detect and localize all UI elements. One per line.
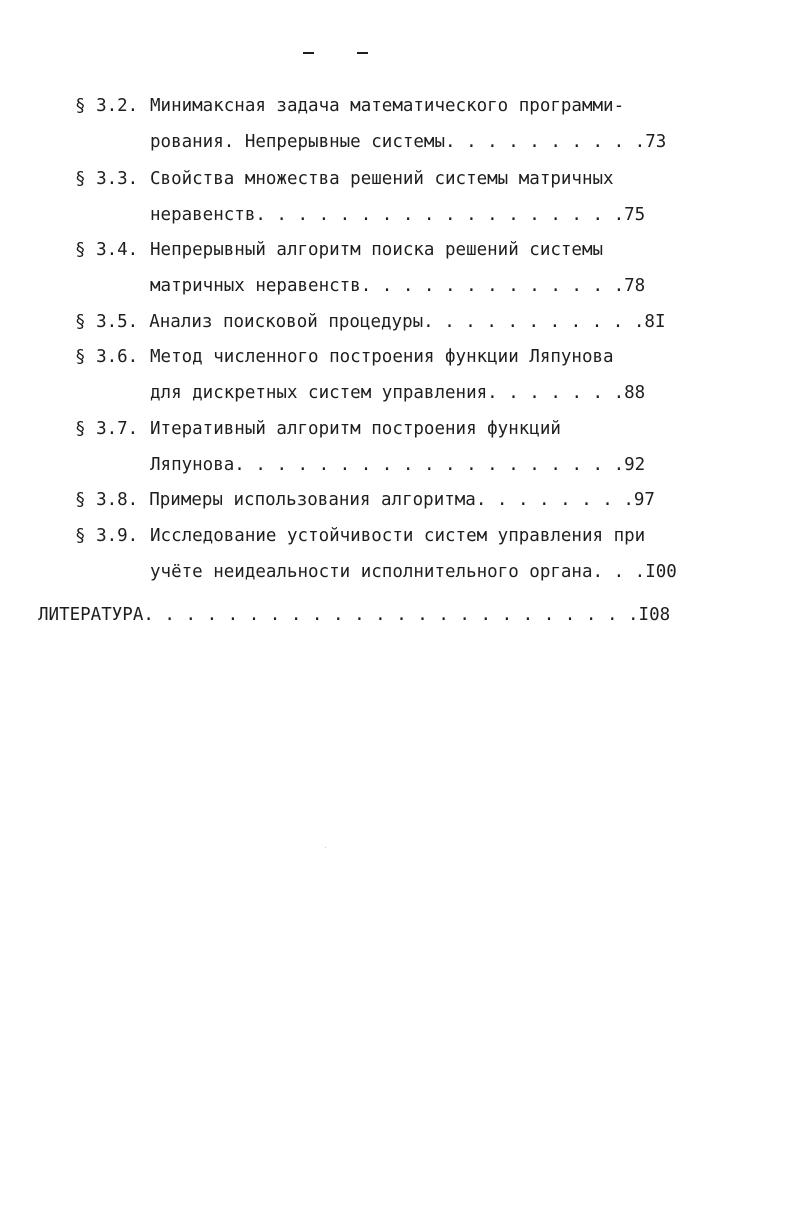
toc-references-label: ЛИТЕРАТУРА bbox=[38, 605, 144, 625]
toc-section-number: § 3.4. bbox=[75, 240, 139, 260]
header-dash-right bbox=[357, 52, 368, 54]
toc-page-number: 75 bbox=[624, 205, 646, 225]
toc-dot-leader: . . . . . . . . . . . . . bbox=[360, 276, 625, 296]
toc-entry-3-3-line2 bbox=[150, 200, 798, 230]
toc-entry-title-cont: матричных неравенств bbox=[150, 276, 361, 296]
toc-section-number: § 3.5. bbox=[75, 312, 139, 332]
toc-entry-title: Итеративный алгоритм построения функций bbox=[150, 419, 561, 439]
toc-entry-references bbox=[38, 600, 798, 630]
toc-section-number: § 3.8. bbox=[75, 490, 139, 510]
toc-section-number: § 3.3. bbox=[75, 169, 139, 189]
toc-dot-leader: . . . . . . . . . . . . . . . . . . bbox=[255, 205, 625, 225]
toc-entry-title-cont: для дискретных систем управления bbox=[150, 383, 488, 403]
toc-dot-leader: . . . . . . . . . . . . . . . . . . . . . . . . bbox=[143, 605, 639, 625]
toc-page-number: I08 bbox=[638, 605, 671, 625]
toc-dot-leader: . . . . . . . . bbox=[475, 490, 634, 510]
toc-entry-3-7-line2 bbox=[150, 450, 798, 480]
toc-dot-leader: . . . bbox=[592, 562, 646, 582]
toc-entry-3-8 bbox=[75, 485, 798, 515]
toc-page-number: 78 bbox=[624, 276, 646, 296]
toc-section-number: § 3.9. bbox=[75, 526, 139, 546]
toc-entry-title-cont: рования. Непрерывные системы bbox=[150, 132, 446, 152]
toc-page-number: 92 bbox=[624, 455, 646, 475]
toc-entry-3-4-line2 bbox=[150, 271, 798, 301]
toc-entry-title: Свойства множества решений системы матричных bbox=[150, 169, 614, 189]
toc-entry-title-cont: учёте неидеальности исполнительного органа bbox=[150, 562, 593, 582]
toc-section-number: § 3.7. bbox=[75, 419, 139, 439]
toc-dot-leader: . . . . . . . . . . . . . . . . . . . bbox=[234, 455, 625, 475]
toc-section-number: § 3.6. bbox=[75, 347, 139, 367]
toc-page-number: 97 bbox=[633, 490, 655, 510]
toc-entry-3-2-line2 bbox=[150, 127, 798, 157]
toc-entry-title-cont: неравенств bbox=[150, 205, 256, 225]
toc-section-number: § 3.2. bbox=[75, 96, 139, 116]
toc-entry-3-9-line2 bbox=[150, 557, 798, 587]
toc-page-number: 88 bbox=[624, 383, 646, 403]
toc-entry-title: Минимаксная задача математического программи- bbox=[150, 96, 625, 116]
toc-entry-title: Непрерывный алгоритм поиска решений системы bbox=[150, 240, 604, 260]
toc-dot-leader: . . . . . . . bbox=[487, 383, 625, 403]
toc-entry-title: Исследование устойчивости систем управления при bbox=[150, 526, 646, 546]
toc-entry-title: Метод численного построения функции Ляпунова bbox=[150, 347, 614, 367]
toc-entry-title: Анализ поисковой процедуры bbox=[149, 312, 424, 332]
toc-page-number: 73 bbox=[645, 132, 667, 152]
toc-entry-3-5 bbox=[75, 307, 798, 337]
toc-dot-leader: . . . . . . . . . . . bbox=[423, 312, 645, 332]
toc-page-number: I00 bbox=[645, 562, 677, 582]
toc-dot-leader: . . . . . . . . . . bbox=[445, 132, 646, 152]
header-dash-left bbox=[303, 52, 314, 54]
page-header bbox=[0, 36, 798, 66]
toc-entry-3-6-line2 bbox=[150, 378, 798, 408]
scan-speck bbox=[325, 847, 326, 848]
toc-entry-title: Примеры использования алгоритма bbox=[149, 490, 476, 510]
toc-entry-title-cont: Ляпунова bbox=[150, 455, 235, 475]
toc-page-number: 8I bbox=[644, 312, 666, 332]
